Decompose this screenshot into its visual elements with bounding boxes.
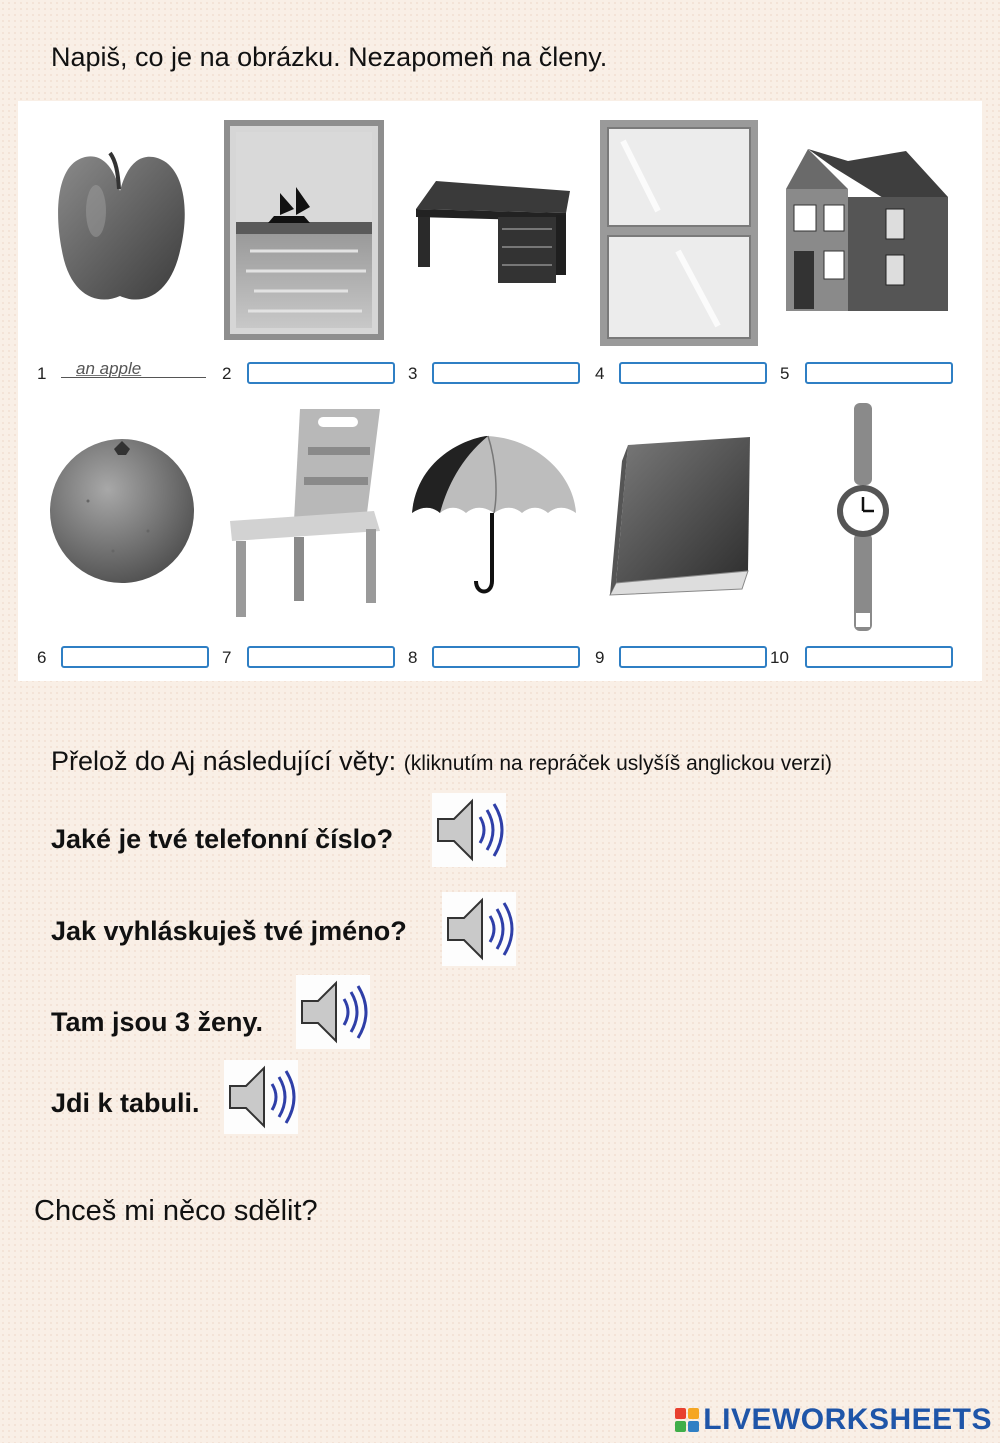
speaker-icon[interactable]	[296, 975, 370, 1049]
answer-input-4[interactable]	[619, 362, 767, 384]
question-text: Chceš mi něco sdělit?	[34, 1195, 318, 1227]
apple-picture	[58, 153, 185, 300]
item-number: 5	[780, 364, 790, 383]
sentence-3: Tam jsou 3 ženy.	[51, 1007, 264, 1037]
sample-answer: an apple	[76, 359, 142, 378]
speaker-icon[interactable]	[224, 1060, 298, 1134]
item-number: 10	[770, 648, 789, 667]
desk-picture	[416, 181, 570, 283]
speaker-icon[interactable]	[432, 793, 506, 867]
translate-heading: Přelož do Aj následující věty:	[51, 746, 397, 776]
speaker-icon[interactable]	[442, 892, 516, 966]
item-number: 2	[222, 364, 232, 383]
answer-input-8[interactable]	[432, 646, 580, 668]
chair-picture	[230, 409, 380, 617]
watch-picture	[837, 403, 889, 631]
brand-name: LIVEWORKSHEETS	[703, 1403, 992, 1436]
answer-input-6[interactable]	[61, 646, 209, 668]
orange-picture	[50, 439, 194, 583]
brand-logo[interactable]	[675, 1403, 992, 1437]
item-number: 7	[222, 648, 232, 667]
instruction-translate	[51, 746, 832, 777]
answer-input-2[interactable]	[247, 362, 395, 384]
framed-picture	[224, 120, 384, 340]
item-number: 6	[37, 648, 47, 667]
item-number: 9	[595, 648, 605, 667]
instruction-write: Napiš, co je na obrázku. Nezapomeň na členy.	[51, 42, 608, 72]
translate-hint: (kliknutím na repráček uslyšíš anglickou verzi)	[403, 752, 833, 775]
answer-input-7[interactable]	[247, 646, 395, 668]
book-picture	[610, 437, 750, 595]
answer-input-3[interactable]	[432, 362, 580, 384]
picture-panel	[18, 101, 982, 681]
sentence-1: Jaké je tvé telefonní číslo?	[51, 824, 394, 854]
sentence-4: Jdi k tabuli.	[51, 1088, 200, 1118]
window-picture	[600, 120, 758, 346]
item-number: 4	[595, 364, 605, 383]
umbrella-picture	[412, 436, 576, 592]
item-number: 8	[408, 648, 418, 667]
answer-input-5[interactable]	[805, 362, 953, 384]
house-picture	[786, 149, 948, 311]
item-number: 3	[408, 364, 418, 383]
answer-input-10[interactable]	[805, 646, 953, 668]
item-number: 1	[37, 364, 47, 383]
liveworksheets-logo-icon	[675, 1408, 699, 1432]
pictures	[18, 101, 982, 681]
sentence-2: Jak vyhláskuješ tvé jméno?	[51, 916, 407, 946]
answer-input-9[interactable]	[619, 646, 767, 668]
